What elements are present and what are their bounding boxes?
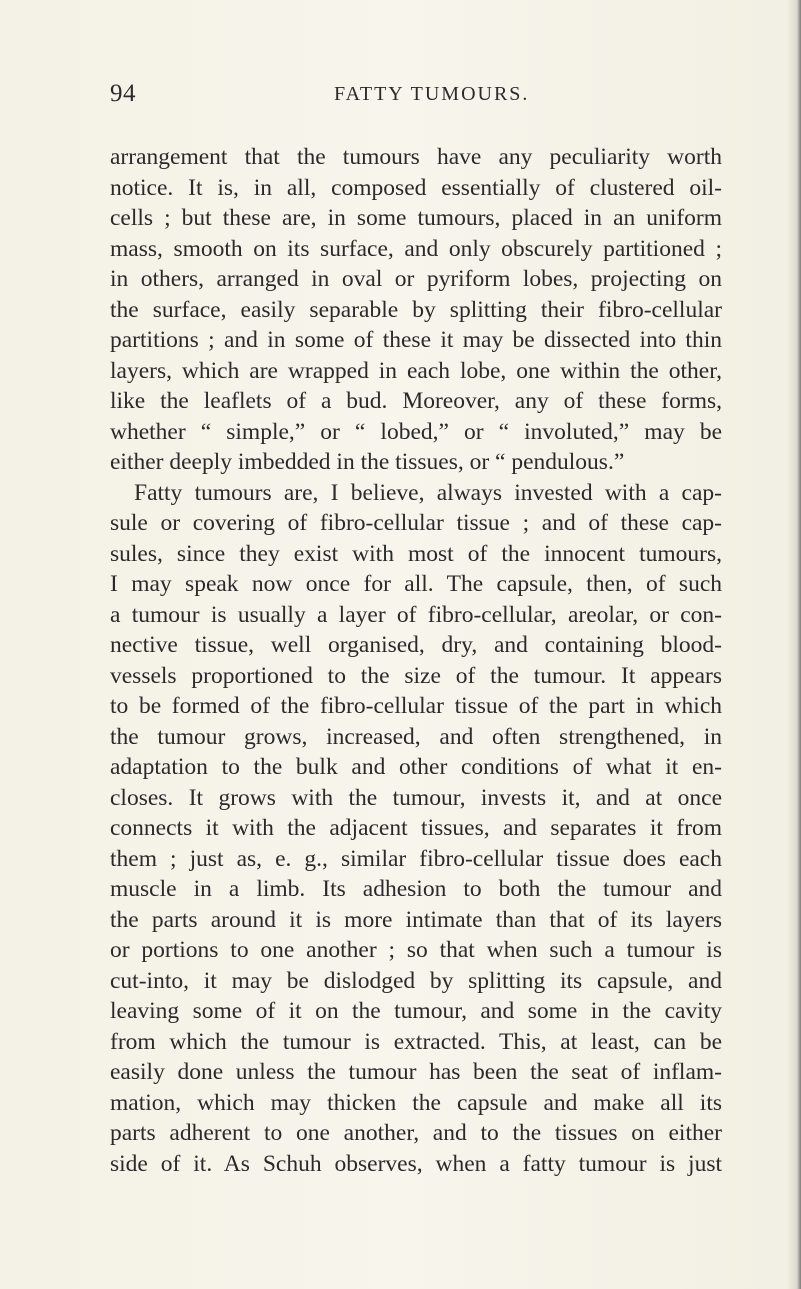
text-line: nective tissue, well organised, dry, and containing blood-	[110, 632, 722, 658]
text-line: the tumour grows, increased, and often strengthened, in	[110, 723, 722, 750]
text-line: a tumour is usually a layer of fibro-cellular, areolar, or con-	[110, 601, 722, 628]
text-line: to be formed of the fibro-cellular tissue of the part in which	[110, 693, 722, 719]
text-line: whether “ simple,” or “ lobed,” or “ involuted,” may be	[110, 418, 722, 445]
text-line: notice. It is, in all, composed essentially of clustered oil-	[110, 174, 722, 201]
text-line: leaving some of it on the tumour, and some in the cavity	[110, 998, 722, 1024]
text-line: cells ; but these are, in some tumours, placed in an uniform	[110, 205, 722, 231]
text-line: mass, smooth on its surface, and only obscurely partitioned ;	[110, 235, 722, 262]
body-text	[110, 142, 722, 1179]
text-line: layers, which are wrapped in each lobe, one within the other,	[110, 357, 722, 384]
text-line: cut-into, it may be dislodged by splitting its capsule, and	[110, 967, 722, 994]
paragraph-start-line: Fatty tumours are, I believe, always invested with a cap-	[134, 479, 722, 506]
text-line: sule or covering of fibro-cellular tissue ; and of these cap-	[110, 510, 722, 536]
text-line: the surface, easily separable by splitting their fibro-cellular	[110, 296, 722, 323]
text-line: I may speak now once for all. The capsule, then, of such	[110, 571, 722, 597]
text-line: like the leaflets of a bud. Moreover, any of these forms,	[110, 388, 722, 414]
text-line: vessels proportioned to the size of the tumour. It appears	[110, 662, 722, 689]
text-line: partitions ; and in some of these it may be dissected into thin	[110, 327, 722, 353]
text-line: from which the tumour is extracted. This, at least, can be	[110, 1028, 722, 1055]
running-title: FATTY TUMOURS.	[334, 83, 530, 105]
text-line: side of it. As Schuh observes, when a fatty tumour is just	[110, 1150, 722, 1177]
text-line: easily done unless the tumour has been the seat of inflam-	[110, 1059, 722, 1085]
text-line: muscle in a limb. Its adhesion to both the tumour and	[110, 876, 722, 902]
text-line: parts adherent to one another, and to the tissues on either	[110, 1120, 722, 1146]
text-line: closes. It grows with the tumour, invests it, and at once	[110, 784, 722, 811]
text-line: them ; just as, e. g., similar fibro-cellular tissue does each	[110, 845, 722, 872]
page-header	[110, 80, 710, 120]
text-line: mation, which may thicken the capsule and make all its	[110, 1089, 722, 1116]
text-line: in others, arranged in oval or pyriform lobes, projecting on	[110, 266, 722, 292]
text-line: arrangement that the tumours have any peculiarity worth	[110, 144, 722, 170]
text-line: or portions to one another ; so that when such a tumour is	[110, 937, 722, 963]
page-edge-shadow	[787, 0, 801, 1289]
text-line: the parts around it is more intimate than that of its layers	[110, 906, 722, 933]
paragraph-end-line: either deeply imbedded in the tissues, or “ pendulous.”	[110, 449, 625, 475]
page-number: 94	[110, 80, 136, 107]
text-line: connects it with the adjacent tissues, and separates it from	[110, 815, 722, 841]
text-line: adaptation to the bulk and other conditions of what it en-	[110, 754, 722, 780]
text-line: sules, since they exist with most of the innocent tumours,	[110, 540, 722, 567]
